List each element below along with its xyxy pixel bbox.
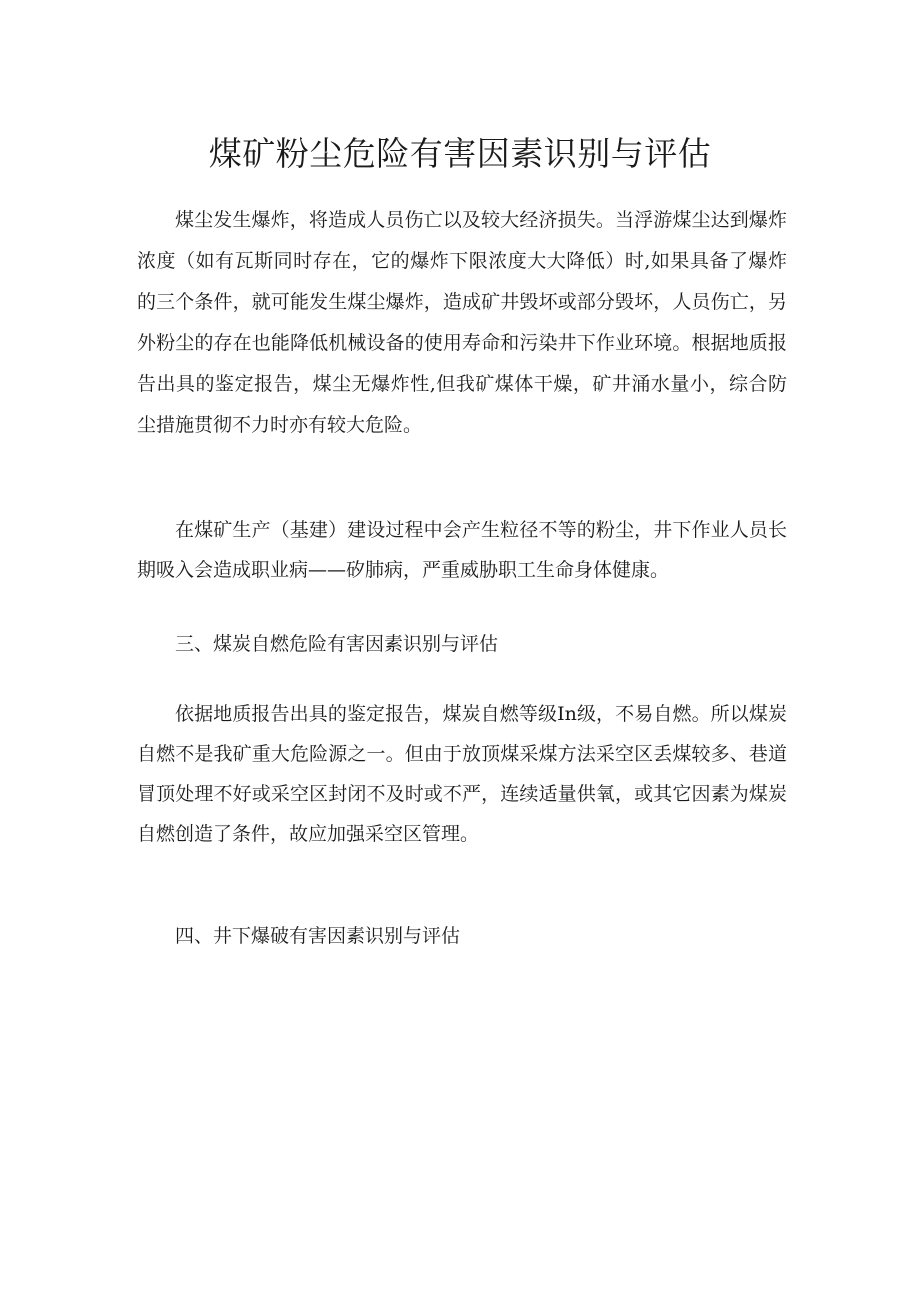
- section-heading-coal-spontaneous-combustion: 三、煤炭自燃危险有害因素识别与评估: [175, 633, 499, 655]
- paragraph-coal-dust-explosion: 煤尘发生爆炸，将造成人员伤亡以及较大经济损失。当浮游煤尘达到爆炸浓度（如有瓦斯同时存在，它的爆炸下限浓度大大降低）时,如果具备了爆炸的三个条件，就可能发生煤尘爆炸，造成矿井毁坏或部分毁坏，人员伤亡，另外粉尘的存在也能降低机械设备的使用寿命和污染井下作业环境。根据地质报告出具的鉴定报告，煤尘无爆炸性,但我矿煤体干燥，矿井涌水量小，综合防尘措施贯彻不力时亦有较大危险。: [137, 209, 787, 436]
- paragraph-dust-disease: 在煤矿生产（基建）建设过程中会产生粒径不等的粉尘，井下作业人员长期吸入会造成职业病——矽肺病，严重威胁职工生命身体健康。: [137, 519, 787, 581]
- paragraph-spontaneous-combustion: 依据地质报告出具的鉴定报告，煤炭自燃等级In级，不易自燃。所以煤炭自燃不是我矿重大危险源之一。但由于放顶煤采煤方法采空区丢煤较多、巷道冒顶处理不好或采空区封闭不及时或不严，连续适量供氧，或其它因素为煤炭自燃创造了条件，故应加强采空区管理。: [137, 703, 787, 845]
- section-heading-underground-blasting: 四、井下爆破有害因素识别与评估: [175, 925, 461, 947]
- document-title: 煤矿粉尘危险有害因素识别与评估: [208, 134, 712, 173]
